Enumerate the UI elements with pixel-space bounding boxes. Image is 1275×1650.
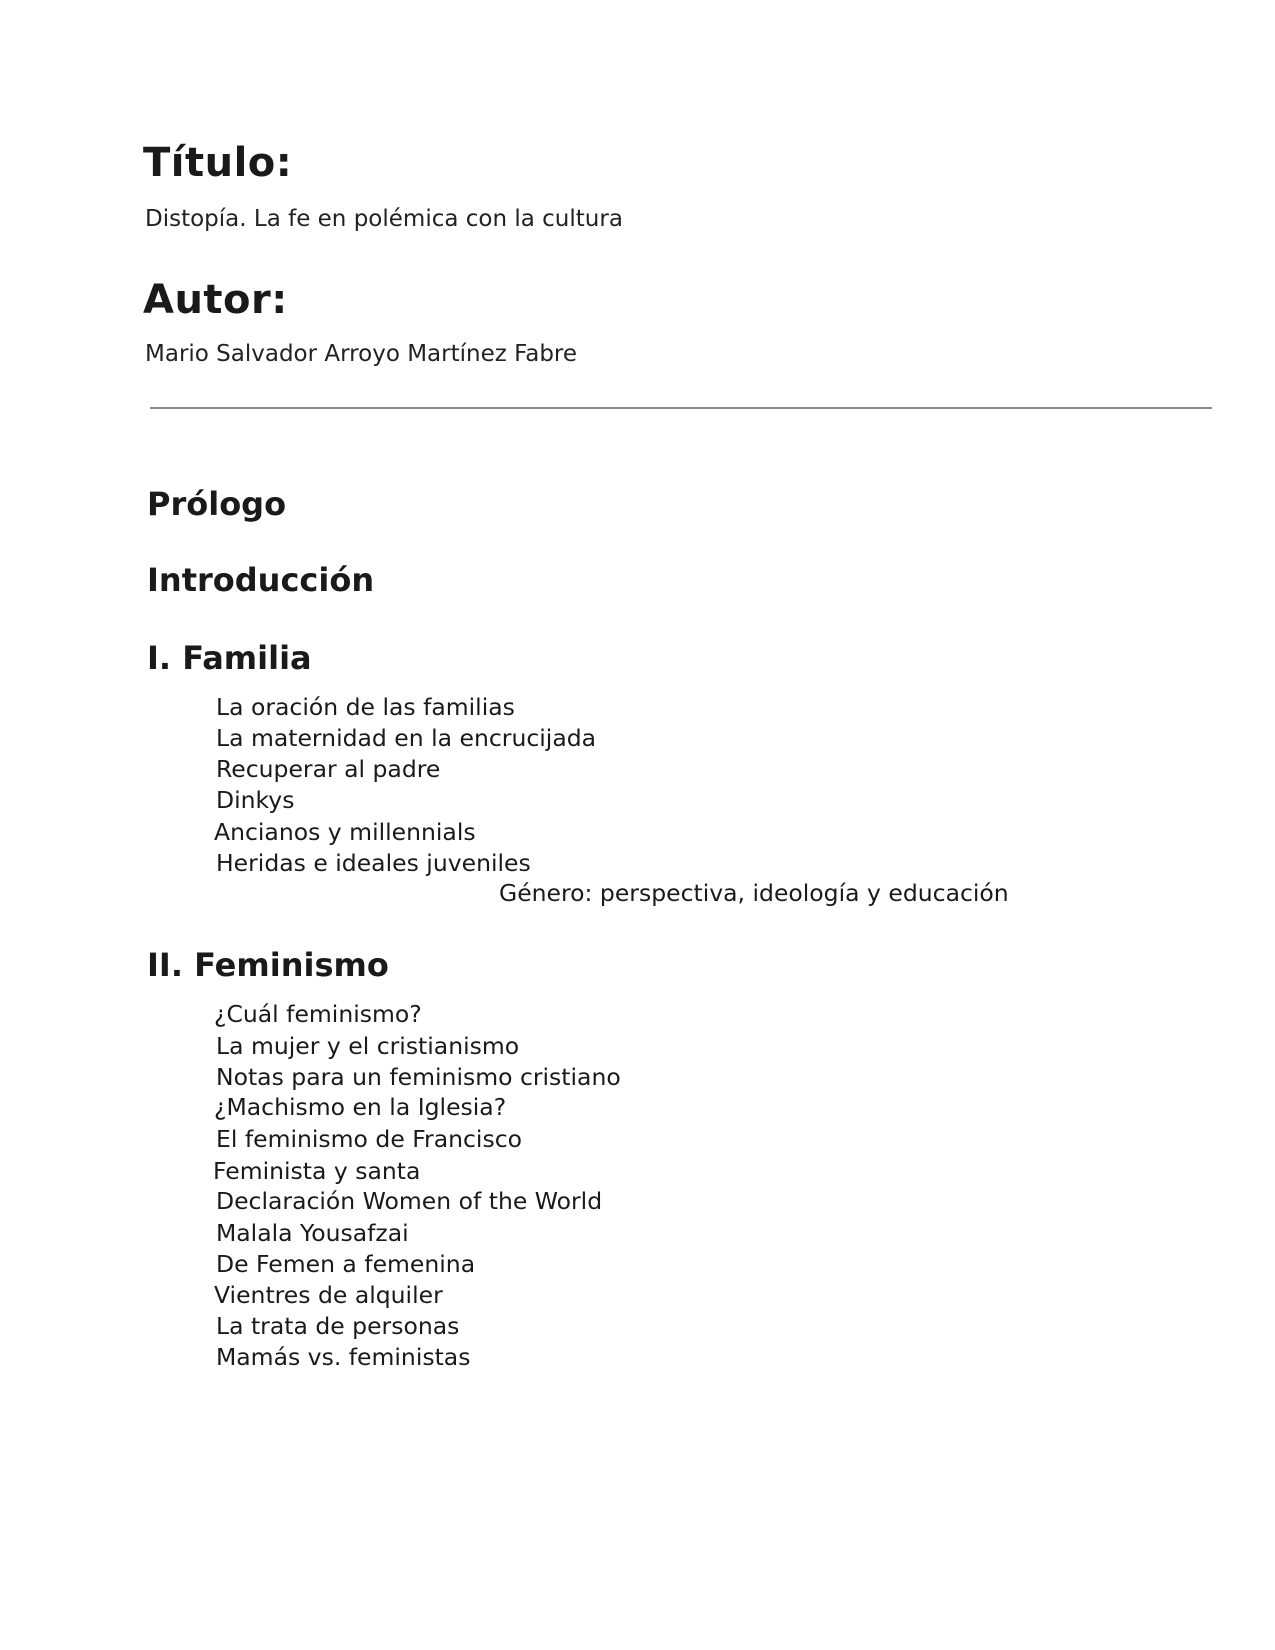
toc-familia-item: La oración de las familias (216, 693, 515, 721)
toc-familia-heading: I. Familia (147, 639, 312, 677)
toc-familia-item: Dinkys (216, 786, 295, 814)
title-value: Distopía. La fe en polémica con la cultura (145, 206, 623, 232)
toc-feminismo-item: Malala Yousafzai (216, 1219, 409, 1247)
author-label: Autor: (143, 277, 288, 323)
toc-feminismo-item: La trata de personas (216, 1312, 460, 1340)
section-divider (150, 407, 1212, 409)
toc-feminismo-item: Mamás vs. feministas (216, 1343, 471, 1371)
toc-feminismo-item: Feminista y santa (213, 1157, 421, 1185)
toc-feminismo-item: El feminismo de Francisco (216, 1125, 523, 1153)
toc-feminismo-item: ¿Cuál feminismo? (214, 1000, 422, 1028)
toc-feminismo-heading: II. Feminismo (147, 946, 389, 984)
toc-feminismo-item: Notas para un feminismo cristiano (216, 1063, 621, 1091)
toc-familia-item: Heridas e ideales juveniles (216, 849, 531, 877)
title-label: Título: (143, 140, 293, 186)
toc-familia-item: La maternidad en la encrucijada (216, 724, 597, 752)
toc-familia-item: Recuperar al padre (216, 755, 441, 783)
toc-feminismo-item: La mujer y el cristianismo (216, 1032, 520, 1060)
toc-feminismo-item: Vientres de alquiler (214, 1281, 443, 1309)
toc-familia-item: Ancianos y millennials (214, 818, 476, 846)
toc-feminismo-item: ¿Machismo en la Iglesia? (214, 1093, 507, 1121)
author-value: Mario Salvador Arroyo Martínez Fabre (145, 341, 578, 367)
toc-feminismo-item: Declaración Women of the World (216, 1187, 603, 1215)
toc-familia-item: Género: perspectiva, ideología y educación (499, 879, 1009, 907)
toc-feminismo-item: De Femen a femenina (216, 1250, 476, 1278)
toc-prologo: Prólogo (147, 485, 287, 523)
toc-introduccion: Introducción (147, 561, 375, 599)
